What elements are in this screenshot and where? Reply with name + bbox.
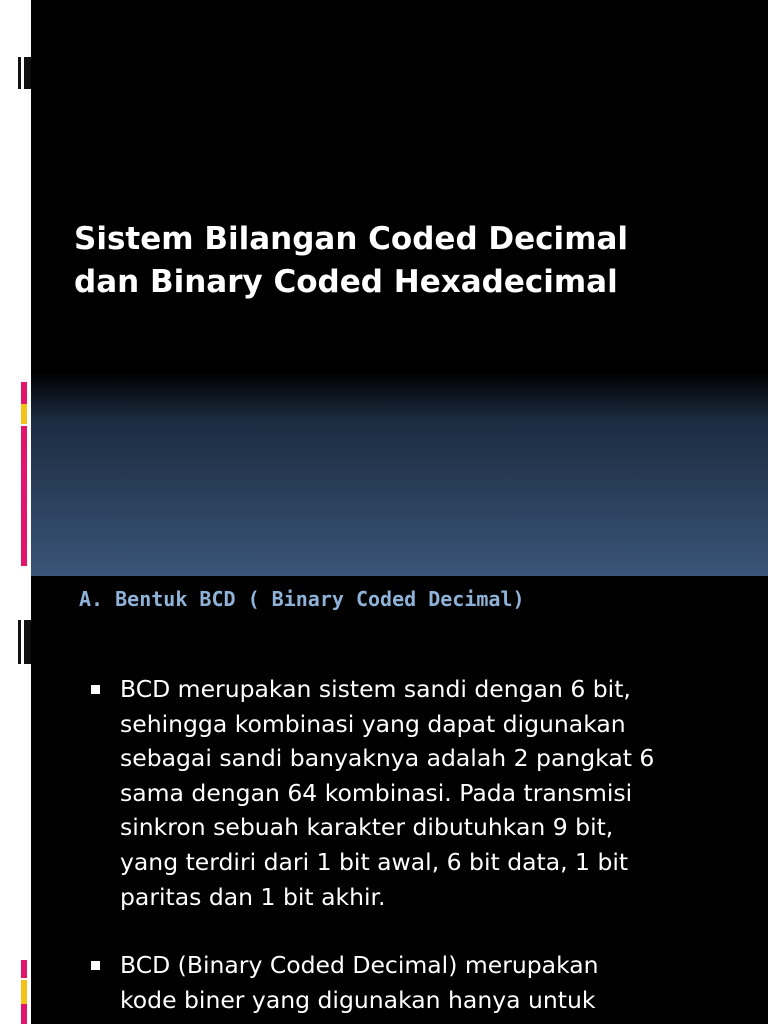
accent-bar-gold [21,980,27,1004]
accent-bar-pink [21,426,27,566]
slide-marker-icon [24,620,31,664]
slide-marker-icon [18,620,21,664]
bullet-item [91,672,731,914]
bullet-line: kode biner yang digunakan hanya untuk [120,985,596,1014]
content-slide [31,576,768,1024]
accent-bar-pink [21,1004,27,1024]
slide-marker-icon [24,57,31,89]
bullet-line: BCD (Binary Coded Decimal) merupakan [120,951,599,980]
accent-bar-pink [21,382,27,404]
title-slide [31,0,768,576]
bullet-line: BCD merupakan sistem sandi dengan 6 bit, [120,675,631,703]
bullet-line: sehingga kombinasi yang dapat digunakan [120,709,626,738]
bullet-line: yang terdiri dari 1 bit awal, 6 bit data, 1 bit [120,847,629,876]
slide-marker-icon [18,57,21,89]
accent-bar-gold [21,404,27,424]
bullet-line: sama dengan 64 kombinasi. Pada transmisi [120,778,633,807]
section-heading: A. Bentuk BCD ( Binary Coded Decimal) [79,587,525,611]
bullet-line: sinkron sebuah karakter dibutuhkan 9 bit, [120,813,614,842]
bullet-list [91,672,731,1017]
bullet-item [91,948,731,1017]
title-line-2: dan Binary Coded Hexadecimal [74,264,618,300]
square-bullet-icon [91,961,100,970]
title-line-1: Sistem Bilangan Coded Decimal [74,221,629,257]
bullet-line: sebagai sandi banyaknya adalah 2 pangkat 6 [120,744,655,773]
bullet-line: paritas dan 1 bit akhir. [120,882,386,911]
slide-title [74,218,754,304]
square-bullet-icon [91,685,100,694]
accent-bar-pink [21,960,27,978]
